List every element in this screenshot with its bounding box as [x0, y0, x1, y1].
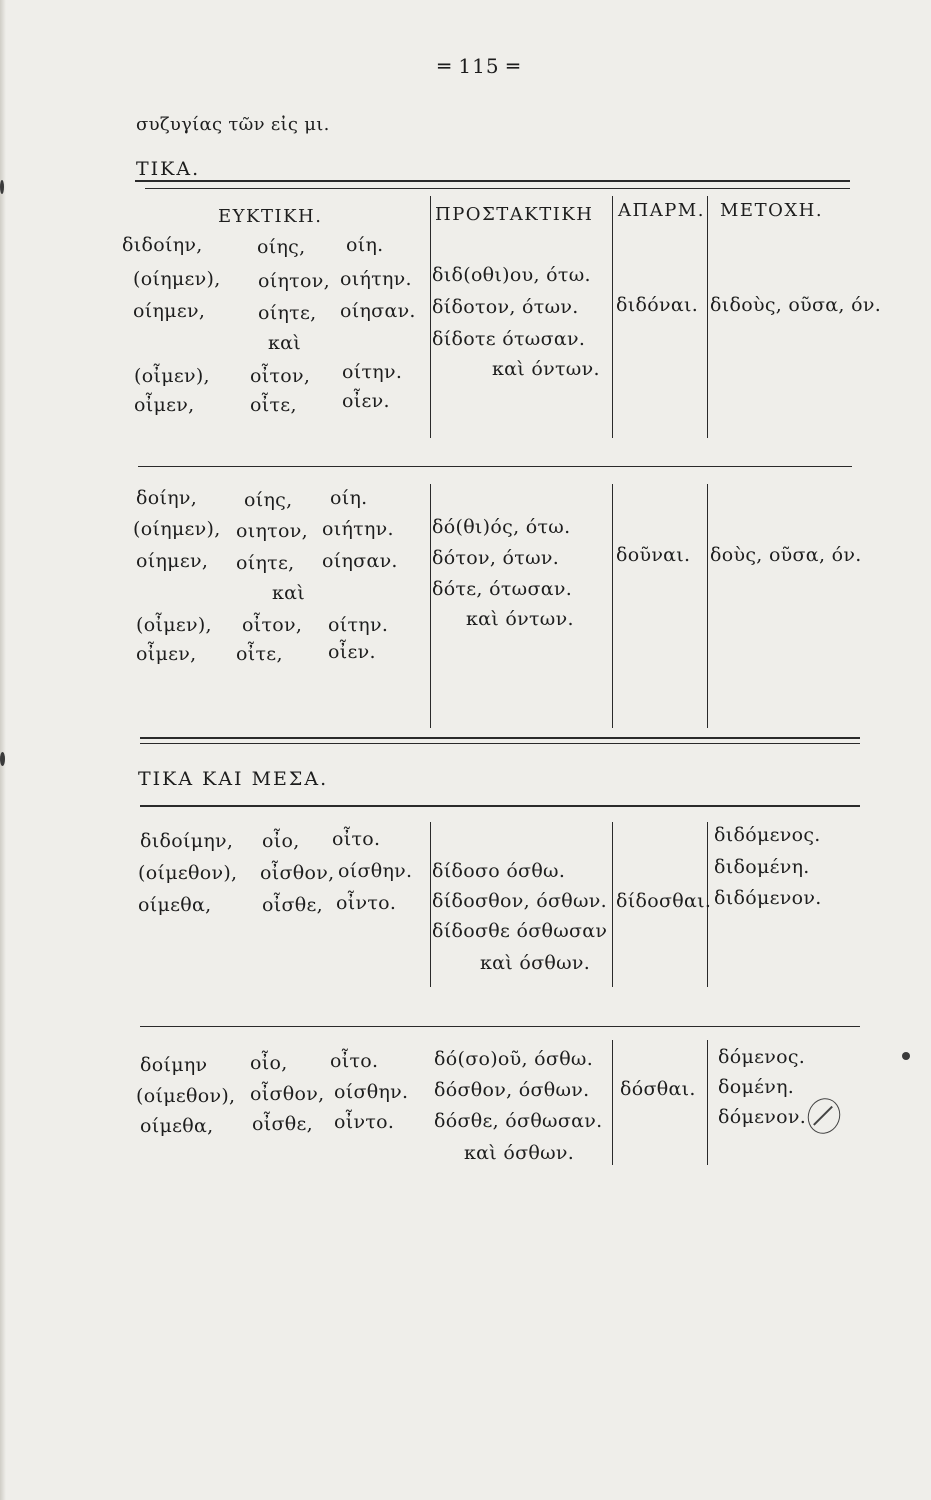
optative-form: οίης, [244, 489, 293, 511]
optative-form: οίτην. [328, 614, 389, 636]
optative-form: οιήτην. [322, 518, 394, 540]
participle-form: δόμενον. [718, 1106, 807, 1128]
imperative-form: δίδοσο όσθω. [432, 860, 566, 882]
block-divider [140, 1026, 860, 1027]
optative-form: οἶτε, [250, 394, 297, 416]
optative-form: οἶτον, [242, 614, 303, 636]
column-divider [430, 484, 431, 728]
optative-form: οίης, [257, 236, 306, 258]
optative-form: (οίμεθον), [138, 862, 238, 884]
optative-form: οίτην. [342, 361, 403, 383]
participle-form: διδοὺς, οῦσα, όν. [710, 294, 882, 316]
optative-form: οἶτο. [332, 828, 381, 850]
optative-form: (οἶμεν), [134, 365, 210, 387]
margin-mark [0, 180, 4, 194]
optative-form: οίμεθα, [138, 894, 212, 916]
section-rule [140, 737, 860, 739]
participle-form: δομένη. [718, 1076, 795, 1098]
imperative-form: δίδοσθον, όσθων. [432, 890, 607, 912]
column-divider [612, 484, 613, 728]
participle-form: δόμενος. [718, 1046, 806, 1068]
optative-form: οἶο, [250, 1052, 288, 1074]
page-heading: συζυγίας τῶν εἰς μι. [136, 114, 330, 135]
column-divider [612, 1040, 613, 1165]
optative-form: οἶσθον, [260, 862, 335, 884]
participle-form: διδόμενος. [714, 824, 821, 846]
page-binding-edge [0, 0, 6, 1500]
column-divider [430, 822, 431, 987]
optative-form: οἶτον, [250, 365, 311, 387]
column-header-infinitive: ΑΠΑΡΜ. [618, 200, 705, 221]
optative-form: οἶσθε, [252, 1113, 313, 1135]
optative-form: οίημεν, [136, 550, 209, 572]
optative-form: δοίην, [136, 487, 198, 509]
optative-form: οίητε, [236, 552, 295, 574]
optative-form: οίσθην. [334, 1081, 409, 1103]
imperative-form: δόσθε, όσθωσαν. [434, 1110, 603, 1132]
conjunction-kai: καὶ [268, 332, 302, 354]
imperative-form: δότε, ότωσαν. [432, 578, 573, 600]
optative-form: οίη. [330, 487, 368, 509]
top-rule [135, 180, 850, 182]
optative-form: οἶεν. [328, 641, 376, 663]
imperative-form: καὶ όσθων. [480, 952, 591, 974]
optative-form: οίσθην. [338, 860, 413, 882]
optative-form: οἶτο. [330, 1050, 379, 1072]
imperative-form: διδ(οθι)ου, ότω. [432, 264, 591, 286]
optative-form: οἶτε, [236, 643, 283, 665]
imperative-form: δίδοτε ότωσαν. [432, 328, 586, 350]
optative-form: (οίημεν), [133, 518, 221, 540]
participle-form: διδομένη. [714, 856, 810, 878]
column-divider [612, 196, 613, 438]
optative-form: οἶο, [262, 830, 300, 852]
imperative-form: δότον, ότων. [432, 547, 560, 569]
participle-form: διδόμενον. [714, 887, 822, 909]
column-divider [612, 822, 613, 987]
optative-form: οἶσθε, [262, 894, 323, 916]
section-title-middle: ΤΙΚΑ ΚΑΙ ΜΕΣΑ. [138, 768, 329, 790]
optative-form: οἶμεν, [134, 394, 195, 416]
optative-form: οἶεν. [342, 390, 390, 412]
optative-form: (οἶμεν), [136, 614, 212, 636]
imperative-form: καὶ όσθων. [464, 1142, 575, 1164]
optative-form: οἶμεν, [136, 643, 197, 665]
optative-form: οιήτην. [340, 268, 412, 290]
optative-form: οίησαν. [322, 550, 398, 572]
margin-mark [0, 752, 5, 766]
optative-form: οίητον, [258, 270, 330, 292]
optative-form: (οίμεθον), [136, 1085, 236, 1107]
ink-stamp-mark [803, 1094, 845, 1139]
conjunction-kai: καὶ [272, 582, 306, 604]
section-title-active: ΤΙΚΑ. [136, 158, 201, 180]
optative-form: οίη. [346, 234, 384, 256]
ink-dot [902, 1052, 910, 1060]
imperative-form: δό(θι)ός, ότω. [432, 516, 571, 538]
optative-form: οίημεν, [133, 300, 206, 322]
participle-form: δοὺς, οῦσα, όν. [710, 544, 862, 566]
column-divider [430, 196, 431, 438]
optative-form: οίητε, [258, 302, 317, 324]
optative-form: οἶσθον, [250, 1083, 325, 1105]
optative-form: οἶντο. [334, 1111, 395, 1133]
block-divider [138, 466, 852, 467]
column-header-optative: ΕΥΚΤΙΚΗ. [218, 206, 323, 227]
optative-form: οιητον, [236, 520, 308, 542]
infinitive-form: διδόναι. [616, 294, 699, 316]
column-divider [707, 1040, 708, 1165]
column-header-imperative: ΠΡΟΣΤΑΚΤΙΚΗ [435, 204, 594, 225]
optative-form: οίησαν. [340, 300, 416, 322]
imperative-form: δίδοτον, ότων. [432, 296, 579, 318]
imperative-form: δό(σο)οῦ, όσθω. [434, 1048, 594, 1070]
imperative-form: καὶ όντων. [492, 358, 600, 380]
optative-form: (οίημεν), [133, 268, 221, 290]
top-rule-inner [145, 188, 850, 189]
imperative-form: καὶ όντων. [466, 608, 574, 630]
infinitive-form: δίδοσθαι. [616, 890, 712, 912]
column-divider [707, 196, 708, 438]
column-header-participle: ΜΕΤΟΧΗ. [720, 200, 824, 221]
optative-form: οίμεθα, [140, 1115, 214, 1137]
infinitive-form: δοῦναι. [616, 544, 691, 566]
section-rule [140, 743, 860, 744]
imperative-form: δίδοσθε όσθωσαν [432, 920, 608, 942]
infinitive-form: δόσθαι. [620, 1078, 696, 1100]
optative-form: διδοίην, [122, 234, 203, 256]
column-divider [707, 484, 708, 728]
optative-form: δοίμην [140, 1054, 208, 1076]
page-number: ═ 115 ═ [438, 54, 520, 78]
optative-form: οἶντο. [336, 892, 397, 914]
optative-form: διδοίμην, [140, 830, 234, 852]
section-rule [140, 805, 860, 807]
imperative-form: δόσθον, όσθων. [434, 1079, 590, 1101]
